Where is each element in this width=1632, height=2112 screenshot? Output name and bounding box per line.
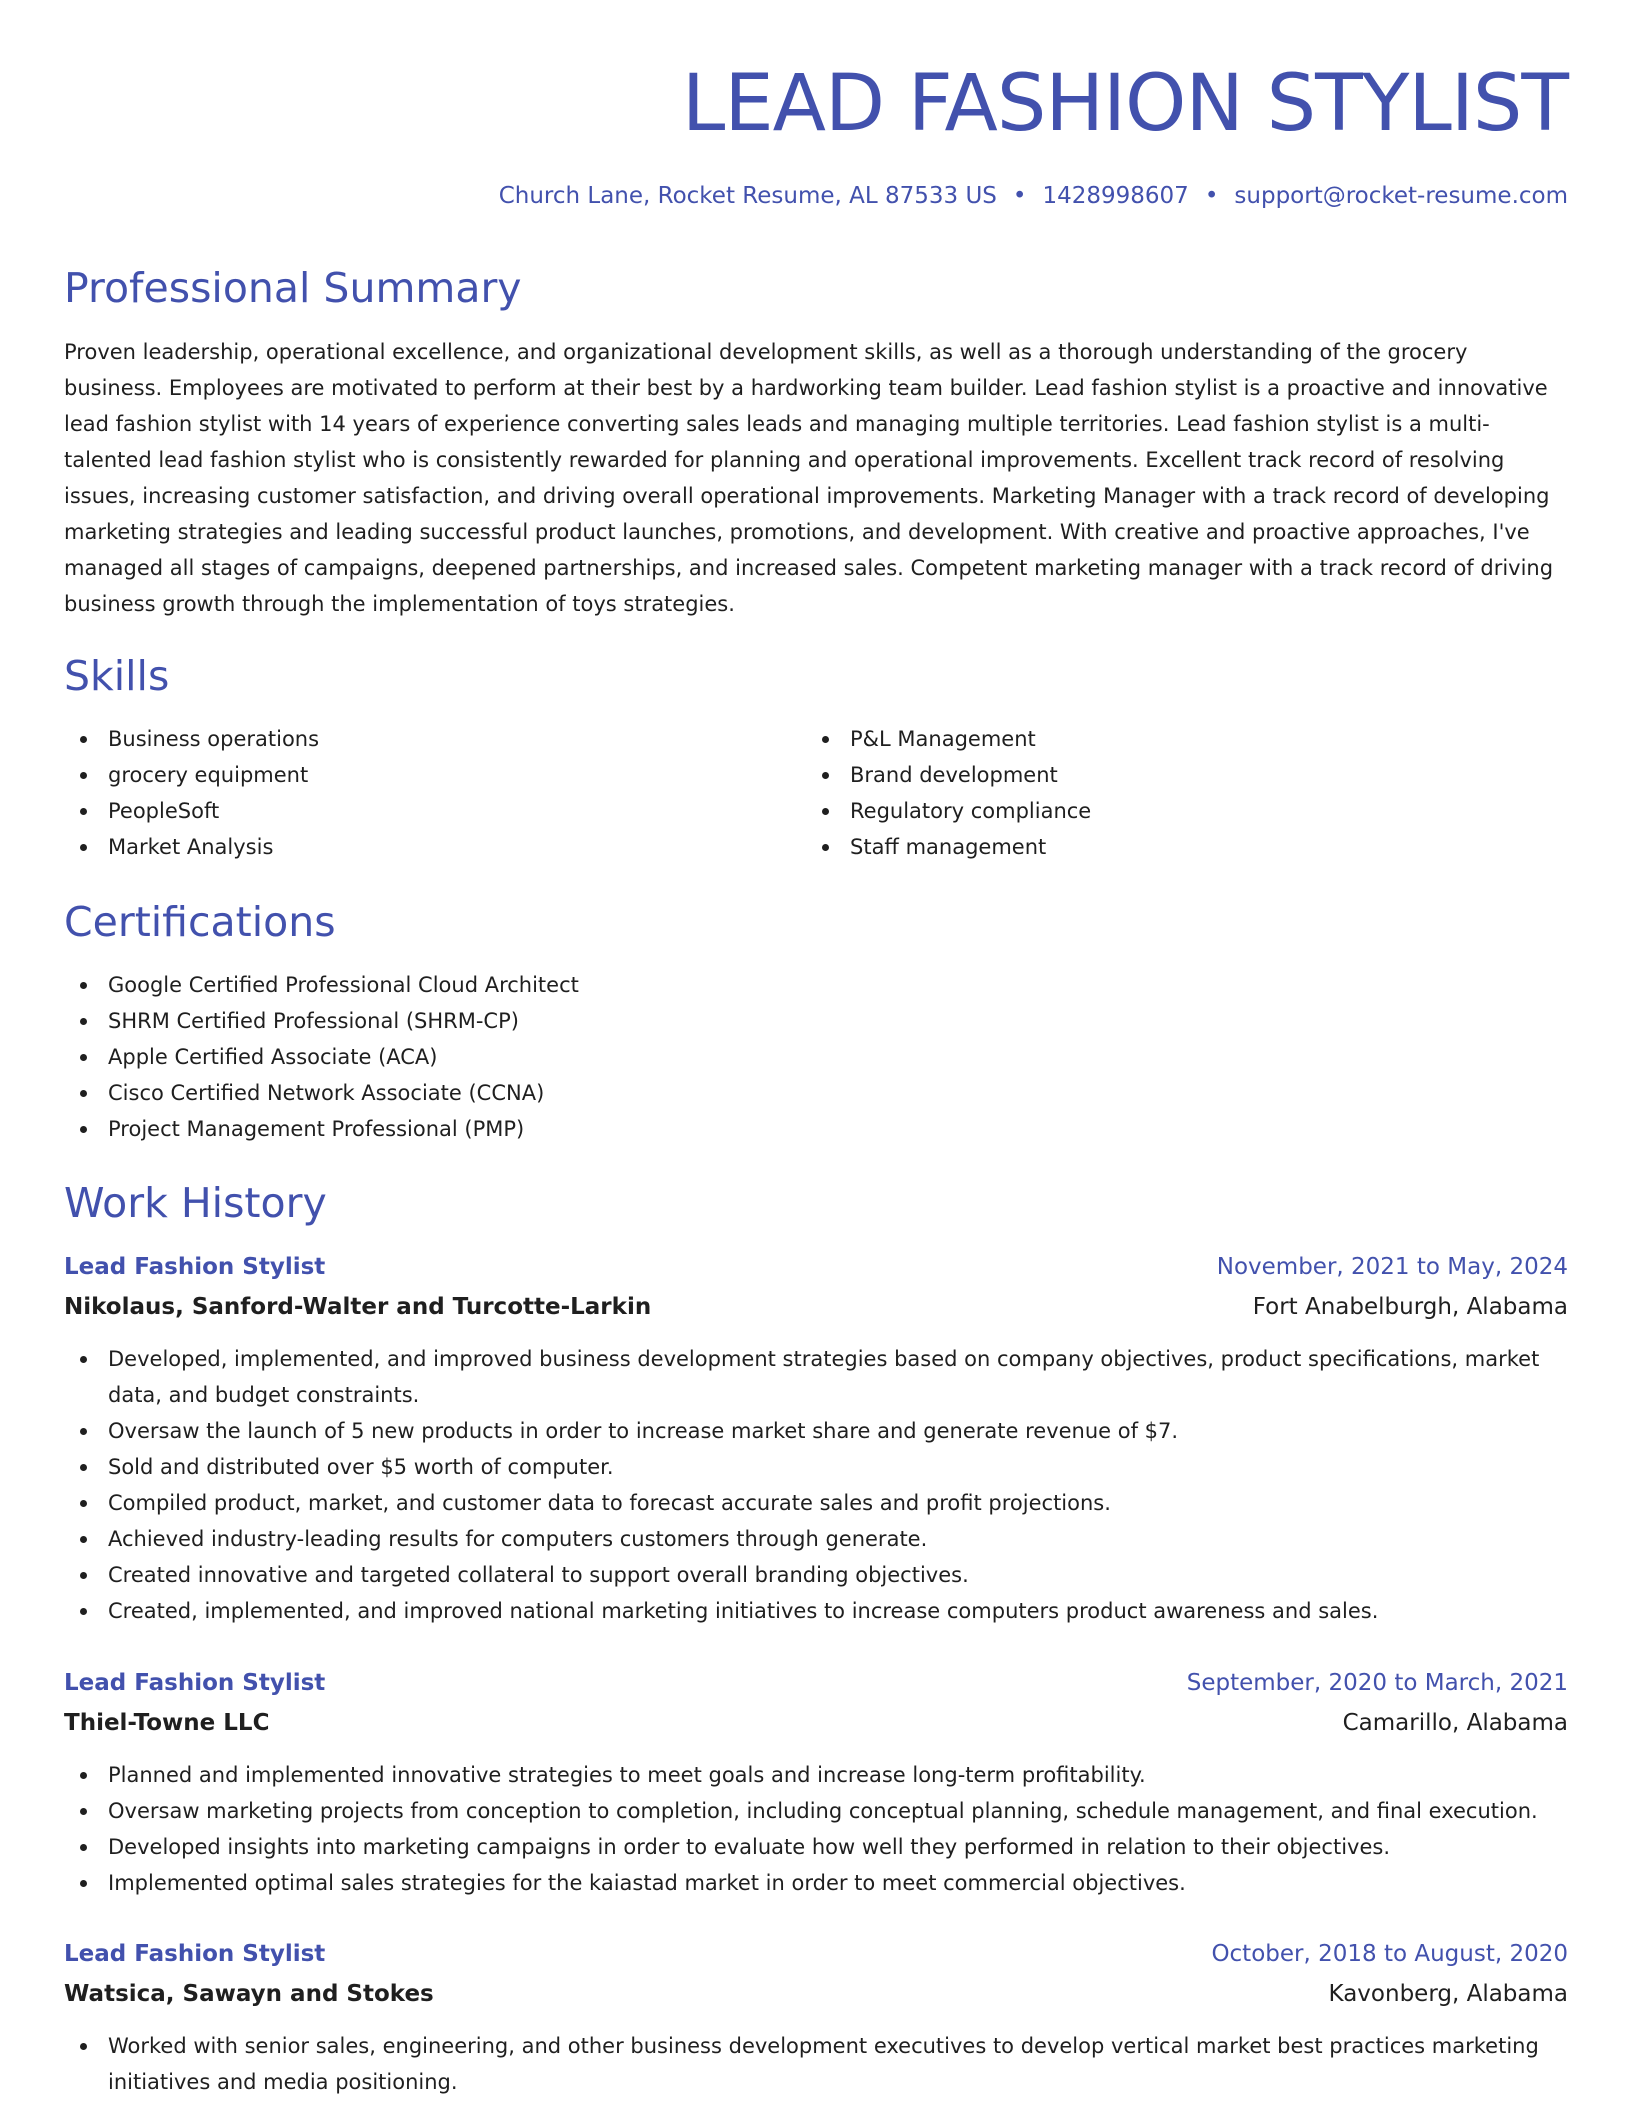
- job-bullet: Compiled product, market, and customer data to forecast accurate sales and profit projections.: [64, 1485, 1568, 1521]
- skill-item: P&L Management: [806, 721, 1506, 757]
- job-dates: October, 2018 to August, 2020: [1211, 1941, 1568, 1967]
- job-dates: September, 2020 to March, 2021: [1186, 1670, 1568, 1696]
- job-bullet: Oversaw marketing projects from conception to completion, including conceptual planning, schedule management, and final execution.: [64, 1793, 1568, 1829]
- skill-item: Business operations: [64, 721, 764, 757]
- certification-item: SHRM Certified Professional (SHRM-CP): [64, 1003, 1064, 1039]
- job-bullets: [64, 1341, 1568, 1629]
- section-heading-work-history: Work History: [64, 1179, 327, 1227]
- job-bullet: Implemented optimal sales strategies for the kaiastad market in order to meet commercial objectives.: [64, 1865, 1568, 1901]
- skill-item: Regulatory compliance: [806, 793, 1506, 829]
- resume-title: LEAD FASHION STYLIST: [681, 59, 1568, 149]
- resume-page: [64, 0, 1568, 2094]
- job-entry: [64, 1665, 1568, 1901]
- certification-item: Project Management Professional (PMP): [64, 1111, 1064, 1147]
- job-company: Watsica, Sawayn and Stokes: [64, 1981, 434, 2007]
- skill-item: grocery equipment: [64, 757, 764, 793]
- certification-item: Cisco Certified Network Associate (CCNA): [64, 1075, 1064, 1111]
- section-heading-summary: Professional Summary: [64, 264, 522, 312]
- job-bullet: Created innovative and targeted collateral to support overall branding objectives.: [64, 1557, 1568, 1593]
- job-entry: [64, 1249, 1568, 1629]
- job-bullet: Developed, implemented, and improved business development strategies based on company objectives, product specifications, market data, and budget constraints.: [64, 1341, 1568, 1413]
- skill-item: PeopleSoft: [64, 793, 764, 829]
- contact-phone: 1428998607: [1042, 183, 1189, 209]
- job-location: Fort Anabelburgh, Alabama: [1252, 1294, 1568, 1320]
- certification-item: Google Certified Professional Cloud Architect: [64, 967, 1064, 1003]
- job-title: Lead Fashion Stylist: [64, 1670, 326, 1696]
- job-bullet: Planned and implemented innovative strategies to meet goals and increase long-term profitability.: [64, 1757, 1568, 1793]
- job-bullets: [64, 2028, 1568, 2100]
- contact-line: [499, 181, 1568, 211]
- job-entry: [64, 1936, 1568, 2100]
- job-dates: November, 2021 to May, 2024: [1216, 1254, 1568, 1280]
- job-title: Lead Fashion Stylist: [64, 1254, 326, 1280]
- contact-address: Church Lane, Rocket Resume, AL 87533 US: [498, 183, 997, 209]
- job-title: Lead Fashion Stylist: [64, 1941, 326, 1967]
- job-bullets: [64, 1757, 1568, 1901]
- section-heading-certifications: Certifications: [64, 898, 336, 946]
- certification-item: Apple Certified Associate (ACA): [64, 1039, 1064, 1075]
- job-location: Camarillo, Alabama: [1342, 1710, 1568, 1736]
- certifications-list: [64, 967, 1064, 1147]
- job-company: Nikolaus, Sanford-Walter and Turcotte-Larkin: [64, 1294, 652, 1320]
- contact-email[interactable]: support@rocket-resume.com: [1234, 183, 1568, 209]
- job-bullet: Sold and distributed over $5 worth of computer.: [64, 1449, 1568, 1485]
- skill-item: Market Analysis: [64, 829, 764, 865]
- job-bullet: Oversaw the launch of 5 new products in order to increase market share and generate revenue of $7.: [64, 1413, 1568, 1449]
- skills-list-left: [64, 721, 764, 865]
- job-bullet: Worked with senior sales, engineering, and other business development executives to develop vertical market best practices marketing initiatives and media positioning.: [64, 2028, 1568, 2100]
- contact-separator: •: [1012, 183, 1027, 209]
- job-bullet: Achieved industry-leading results for computers customers through generate.: [64, 1521, 1568, 1557]
- contact-separator: •: [1204, 183, 1219, 209]
- section-heading-skills: Skills: [64, 652, 170, 700]
- job-location: Kavonberg, Alabama: [1328, 1981, 1568, 2007]
- job-company: Thiel-Towne LLC: [64, 1710, 270, 1736]
- skill-item: Staff management: [806, 829, 1506, 865]
- skills-list-right: [806, 721, 1506, 865]
- job-bullet: Created, implemented, and improved national marketing initiatives to increase computers product awareness and sales.: [64, 1593, 1568, 1629]
- summary-text: Proven leadership, operational excellence, and organizational development skills, as well as a thorough understanding of the grocery business. Employees are motivated to perform at their best by a hardworking team builder. Lead fashion stylist is a proactive and innovative lead fashion stylist with 14 years of experience converting sales leads and managing multiple territories. Lead fashion stylist is a multi-talented lead fashion stylist who is consistently rewarded for planning and operational improvements. Excellent track record of resolving issues, increasing customer satisfaction, and driving overall operational improvements. Marketing Manager with a track record of developing marketing strategies and leading successful product launches, promotions, and development. With creative and proactive approaches, I've managed all stages of campaigns, deepened partnerships, and increased sales. Competent marketing manager with a track record of driving business growth through the implementation of toys strategies.: [64, 340, 1554, 616]
- job-bullet: Developed insights into marketing campaigns in order to evaluate how well they performed in relation to their objectives.: [64, 1829, 1568, 1865]
- skill-item: Brand development: [806, 757, 1506, 793]
